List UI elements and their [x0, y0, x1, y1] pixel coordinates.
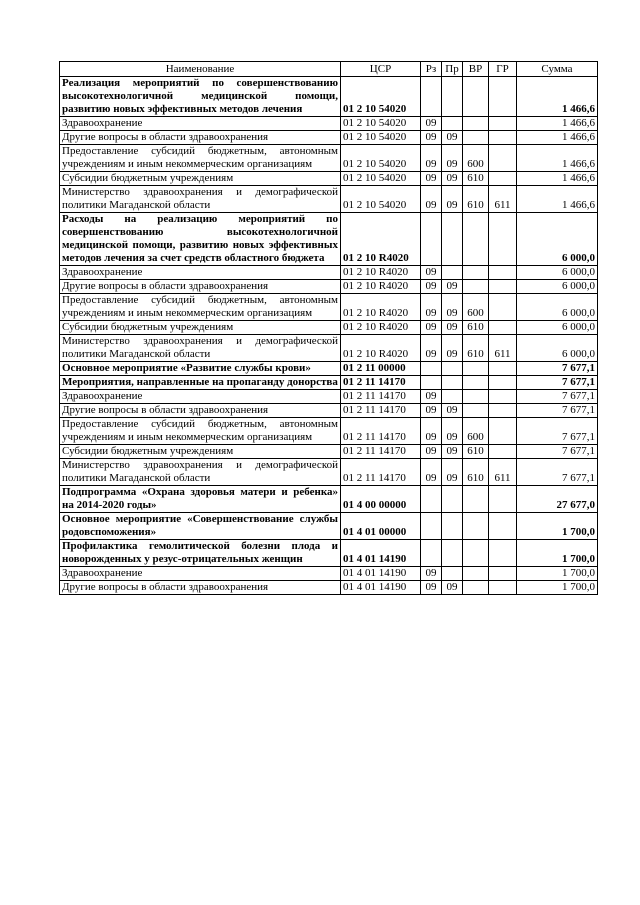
row-pr-cell [442, 513, 463, 540]
row-gr-cell [489, 362, 517, 376]
row-vr-cell [463, 280, 489, 294]
row-rz-cell: 09 [421, 131, 442, 145]
row-gr-cell [489, 213, 517, 266]
row-sum-cell: 1 466,6 [517, 145, 598, 172]
row-rz-cell: 09 [421, 335, 442, 362]
table-row [60, 172, 598, 186]
row-rz-cell [421, 376, 442, 390]
table-row [60, 486, 598, 513]
row-sum-cell: 6 000,0 [517, 266, 598, 280]
header-vr: ВР [463, 62, 489, 77]
row-vr-cell: 610 [463, 186, 489, 213]
row-pr-cell [442, 266, 463, 280]
row-name-cell: Субсидии бюджетным учреждениям [60, 321, 341, 335]
row-pr-cell: 09 [442, 172, 463, 186]
row-pr-cell [442, 567, 463, 581]
row-csr-cell: 01 4 00 00000 [341, 486, 421, 513]
table-row [60, 213, 598, 266]
row-rz-cell: 09 [421, 145, 442, 172]
row-rz-cell [421, 513, 442, 540]
row-vr-cell [463, 486, 489, 513]
row-sum-cell: 27 677,0 [517, 486, 598, 513]
row-gr-cell [489, 418, 517, 445]
row-pr-cell [442, 376, 463, 390]
row-sum-cell: 7 677,1 [517, 362, 598, 376]
row-name-cell: Подпрограмма «Охрана здоровья матери и ребенка» на 2014-2020 годы» [60, 486, 341, 513]
table-row [60, 145, 598, 172]
row-sum-cell: 7 677,1 [517, 390, 598, 404]
row-name-cell: Здравоохранение [60, 266, 341, 280]
table-row [60, 459, 598, 486]
row-gr-cell: 611 [489, 459, 517, 486]
row-sum-cell: 6 000,0 [517, 213, 598, 266]
row-csr-cell: 01 2 10 54020 [341, 131, 421, 145]
row-name-cell: Министерство здравоохранения и демографической политики Магаданской области [60, 335, 341, 362]
row-name-cell: Предоставление субсидий бюджетным, автономным учреждениям и иным некоммерческим организациям [60, 145, 341, 172]
row-pr-cell [442, 362, 463, 376]
row-csr-cell: 01 4 01 14190 [341, 581, 421, 595]
row-vr-cell [463, 390, 489, 404]
row-pr-cell: 09 [442, 186, 463, 213]
row-rz-cell: 09 [421, 294, 442, 321]
row-gr-cell [489, 404, 517, 418]
row-rz-cell: 09 [421, 418, 442, 445]
row-name-cell: Расходы на реализацию мероприятий по совершенствованию высокотехнологичной медицинской помощи, развитию новых эффективных методов лечения за счет средств областного бюджета [60, 213, 341, 266]
row-vr-cell: 610 [463, 321, 489, 335]
row-pr-cell: 09 [442, 445, 463, 459]
row-sum-cell: 7 677,1 [517, 404, 598, 418]
table-row [60, 131, 598, 145]
row-sum-cell: 1 466,6 [517, 77, 598, 117]
row-sum-cell: 7 677,1 [517, 418, 598, 445]
row-rz-cell: 09 [421, 172, 442, 186]
row-name-cell: Профилактика гемолитической болезни плода и новорожденных у резус-отрицательных женщин [60, 540, 341, 567]
header-gr: ГР [489, 62, 517, 77]
row-rz-cell: 09 [421, 445, 442, 459]
row-vr-cell [463, 567, 489, 581]
row-csr-cell: 01 2 10 54020 [341, 77, 421, 117]
table-header-row [60, 62, 598, 77]
table-row [60, 186, 598, 213]
row-name-cell: Министерство здравоохранения и демографической политики Магаданской области [60, 186, 341, 213]
row-vr-cell [463, 404, 489, 418]
row-sum-cell: 6 000,0 [517, 280, 598, 294]
table-row [60, 77, 598, 117]
row-rz-cell: 09 [421, 186, 442, 213]
row-gr-cell [489, 567, 517, 581]
row-gr-cell [489, 145, 517, 172]
table-row [60, 321, 598, 335]
row-sum-cell: 1 700,0 [517, 581, 598, 595]
row-csr-cell: 01 2 11 14170 [341, 376, 421, 390]
row-vr-cell [463, 581, 489, 595]
row-sum-cell: 6 000,0 [517, 321, 598, 335]
header-csr: ЦСР [341, 62, 421, 77]
row-rz-cell [421, 213, 442, 266]
row-vr-cell [463, 131, 489, 145]
row-csr-cell: 01 4 01 00000 [341, 513, 421, 540]
row-vr-cell [463, 376, 489, 390]
row-csr-cell: 01 2 11 14170 [341, 445, 421, 459]
row-rz-cell: 09 [421, 117, 442, 131]
table-row [60, 445, 598, 459]
row-rz-cell: 09 [421, 390, 442, 404]
row-name-cell: Другие вопросы в области здравоохранения [60, 131, 341, 145]
row-sum-cell: 1 700,0 [517, 567, 598, 581]
row-sum-cell: 1 700,0 [517, 513, 598, 540]
table-row [60, 390, 598, 404]
row-pr-cell: 09 [442, 280, 463, 294]
table-row [60, 376, 598, 390]
row-gr-cell [489, 486, 517, 513]
row-sum-cell: 6 000,0 [517, 335, 598, 362]
row-sum-cell: 1 466,6 [517, 186, 598, 213]
row-name-cell: Министерство здравоохранения и демографической политики Магаданской области [60, 459, 341, 486]
row-sum-cell: 7 677,1 [517, 445, 598, 459]
row-pr-cell: 09 [442, 459, 463, 486]
header-rz: Рз [421, 62, 442, 77]
row-gr-cell [489, 376, 517, 390]
row-pr-cell: 09 [442, 145, 463, 172]
row-rz-cell: 09 [421, 266, 442, 280]
row-name-cell: Субсидии бюджетным учреждениям [60, 172, 341, 186]
row-gr-cell [489, 172, 517, 186]
row-csr-cell: 01 2 10 54020 [341, 172, 421, 186]
row-csr-cell: 01 2 10 54020 [341, 186, 421, 213]
table-row [60, 581, 598, 595]
row-name-cell: Предоставление субсидий бюджетным, автономным учреждениям и иным некоммерческим организациям [60, 294, 341, 321]
row-csr-cell: 01 2 11 00000 [341, 362, 421, 376]
row-name-cell: Основное мероприятие «Совершенствование службы родовспоможения» [60, 513, 341, 540]
table-row [60, 266, 598, 280]
row-csr-cell: 01 2 10 54020 [341, 117, 421, 131]
table-row [60, 362, 598, 376]
row-rz-cell: 09 [421, 581, 442, 595]
row-vr-cell: 600 [463, 145, 489, 172]
row-sum-cell: 1 700,0 [517, 540, 598, 567]
row-pr-cell: 09 [442, 321, 463, 335]
table-row [60, 404, 598, 418]
row-gr-cell [489, 513, 517, 540]
row-vr-cell: 610 [463, 445, 489, 459]
row-pr-cell [442, 390, 463, 404]
row-sum-cell: 7 677,1 [517, 376, 598, 390]
row-name-cell: Реализация мероприятий по совершенствованию высокотехнологичной медицинской помощи, развитию новых эффективных методов лечения [60, 77, 341, 117]
row-name-cell: Мероприятия, направленные на пропаганду донорства [60, 376, 341, 390]
row-name-cell: Другие вопросы в области здравоохранения [60, 280, 341, 294]
row-name-cell: Другие вопросы в области здравоохранения [60, 404, 341, 418]
row-gr-cell [489, 321, 517, 335]
row-csr-cell: 01 2 10 R4020 [341, 280, 421, 294]
row-csr-cell: 01 2 10 54020 [341, 145, 421, 172]
row-gr-cell [489, 131, 517, 145]
row-gr-cell [489, 77, 517, 117]
table-row [60, 280, 598, 294]
row-gr-cell [489, 280, 517, 294]
row-name-cell: Основное мероприятие «Развитие службы крови» [60, 362, 341, 376]
row-vr-cell [463, 117, 489, 131]
table-row [60, 540, 598, 567]
row-name-cell: Здравоохранение [60, 567, 341, 581]
row-gr-cell [489, 581, 517, 595]
row-pr-cell: 09 [442, 418, 463, 445]
row-name-cell: Субсидии бюджетным учреждениям [60, 445, 341, 459]
row-pr-cell [442, 540, 463, 567]
row-name-cell: Другие вопросы в области здравоохранения [60, 581, 341, 595]
table-row [60, 294, 598, 321]
row-rz-cell: 09 [421, 567, 442, 581]
table-row [60, 335, 598, 362]
row-vr-cell [463, 540, 489, 567]
header-sum: Сумма [517, 62, 598, 77]
row-rz-cell: 09 [421, 280, 442, 294]
row-rz-cell: 09 [421, 321, 442, 335]
table-row [60, 418, 598, 445]
row-gr-cell [489, 294, 517, 321]
row-csr-cell: 01 2 10 R4020 [341, 321, 421, 335]
row-vr-cell: 610 [463, 172, 489, 186]
row-csr-cell: 01 2 11 14170 [341, 459, 421, 486]
row-csr-cell: 01 2 10 R4020 [341, 266, 421, 280]
row-sum-cell: 1 466,6 [517, 131, 598, 145]
row-name-cell: Предоставление субсидий бюджетным, автономным учреждениям и иным некоммерческим организациям [60, 418, 341, 445]
table-row [60, 117, 598, 131]
row-rz-cell [421, 362, 442, 376]
row-pr-cell: 09 [442, 131, 463, 145]
row-csr-cell: 01 4 01 14190 [341, 567, 421, 581]
row-pr-cell [442, 117, 463, 131]
row-name-cell: Здравоохранение [60, 117, 341, 131]
row-csr-cell: 01 4 01 14190 [341, 540, 421, 567]
row-name-cell: Здравоохранение [60, 390, 341, 404]
row-vr-cell [463, 77, 489, 117]
table-row [60, 567, 598, 581]
row-gr-cell: 611 [489, 335, 517, 362]
row-vr-cell [463, 362, 489, 376]
row-sum-cell: 6 000,0 [517, 294, 598, 321]
row-gr-cell [489, 390, 517, 404]
row-vr-cell: 600 [463, 418, 489, 445]
row-rz-cell [421, 486, 442, 513]
row-sum-cell: 7 677,1 [517, 459, 598, 486]
row-vr-cell [463, 266, 489, 280]
row-sum-cell: 1 466,6 [517, 172, 598, 186]
row-pr-cell [442, 486, 463, 513]
budget-table [59, 61, 598, 595]
row-pr-cell [442, 77, 463, 117]
row-csr-cell: 01 2 10 R4020 [341, 294, 421, 321]
row-gr-cell [489, 540, 517, 567]
row-csr-cell: 01 2 11 14170 [341, 390, 421, 404]
row-vr-cell [463, 513, 489, 540]
row-gr-cell: 611 [489, 186, 517, 213]
row-pr-cell: 09 [442, 335, 463, 362]
row-csr-cell: 01 2 11 14170 [341, 404, 421, 418]
row-rz-cell: 09 [421, 404, 442, 418]
row-vr-cell [463, 213, 489, 266]
row-pr-cell: 09 [442, 581, 463, 595]
row-gr-cell [489, 445, 517, 459]
row-csr-cell: 01 2 11 14170 [341, 418, 421, 445]
row-gr-cell [489, 266, 517, 280]
row-vr-cell: 600 [463, 294, 489, 321]
row-vr-cell: 610 [463, 459, 489, 486]
row-pr-cell: 09 [442, 294, 463, 321]
row-csr-cell: 01 2 10 R4020 [341, 213, 421, 266]
row-sum-cell: 1 466,6 [517, 117, 598, 131]
row-rz-cell: 09 [421, 459, 442, 486]
row-csr-cell: 01 2 10 R4020 [341, 335, 421, 362]
row-vr-cell: 610 [463, 335, 489, 362]
header-name: Наименование [60, 62, 341, 77]
row-pr-cell: 09 [442, 404, 463, 418]
row-pr-cell [442, 213, 463, 266]
table-row [60, 513, 598, 540]
row-rz-cell [421, 540, 442, 567]
row-gr-cell [489, 117, 517, 131]
header-pr: Пр [442, 62, 463, 77]
row-rz-cell [421, 77, 442, 117]
